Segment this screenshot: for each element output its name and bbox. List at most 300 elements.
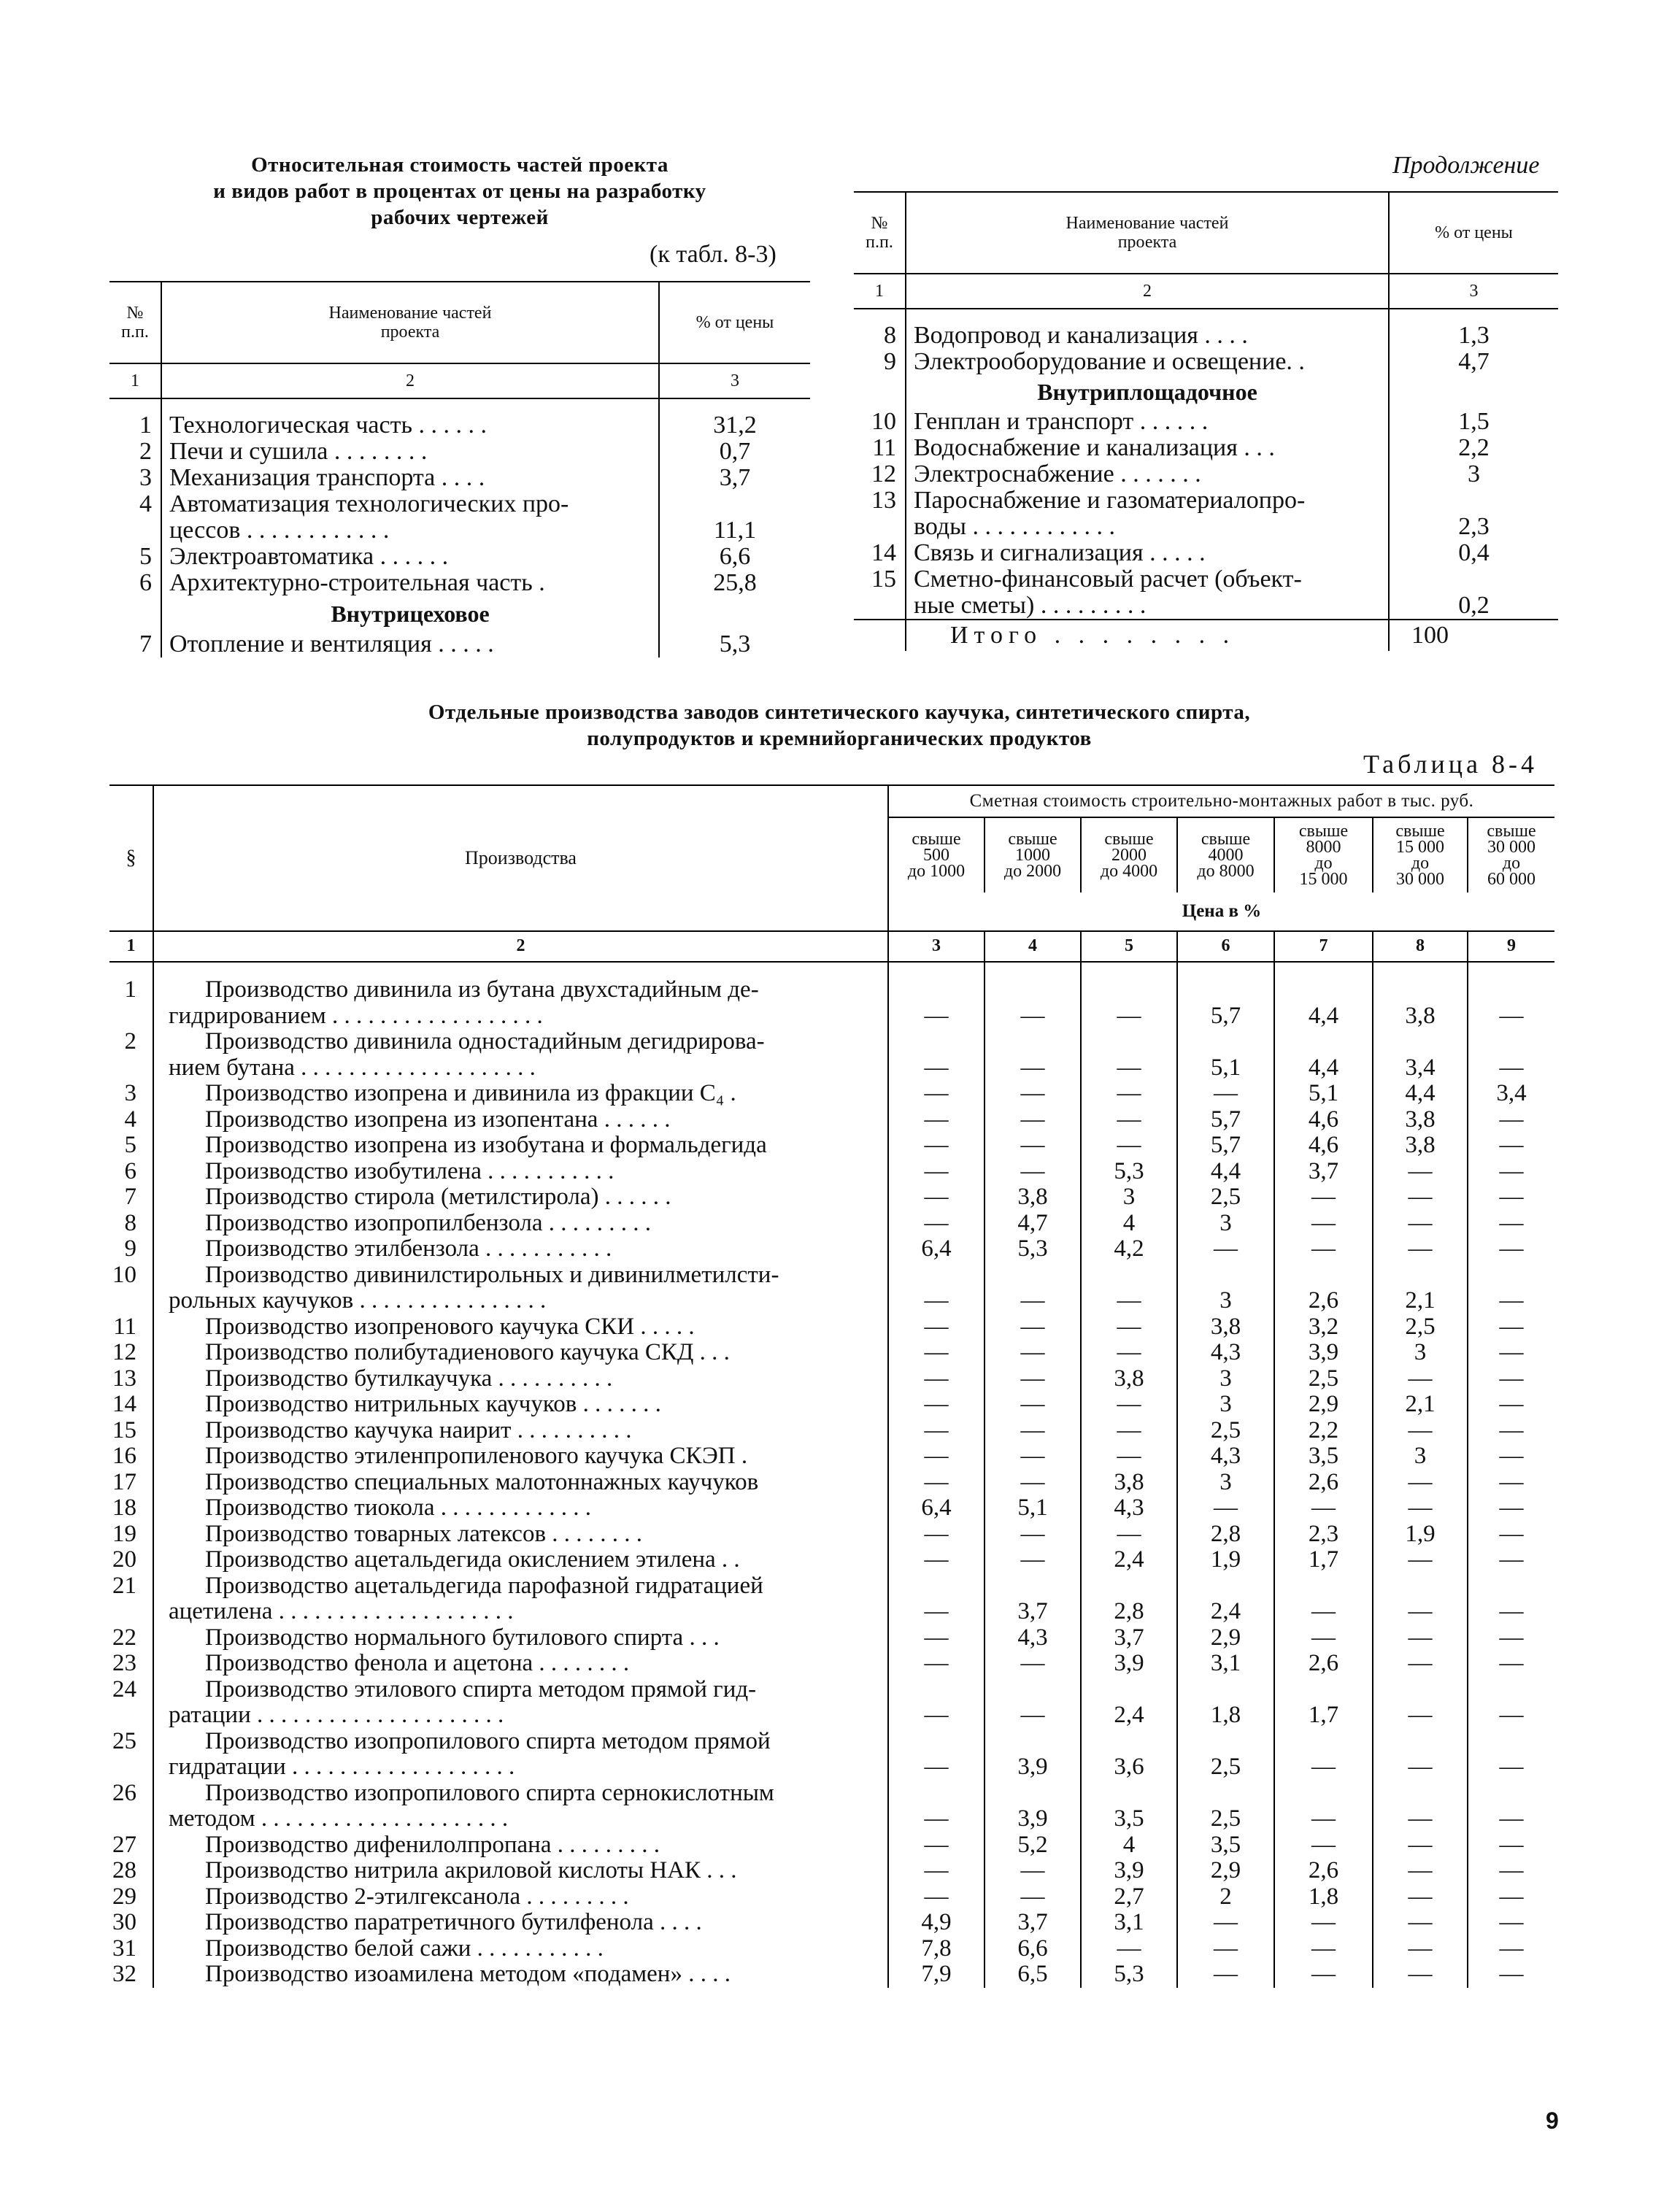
production-name-line: Производство ацетальдегида парофазной гидратацией — [205, 1573, 763, 1599]
price-cell: 3 — [1177, 1392, 1274, 1418]
price-cell: 2,9 — [1177, 1625, 1274, 1651]
production-number: 20 — [109, 1547, 153, 1573]
price-cell: 5,3 — [1081, 1159, 1177, 1185]
production-number: 2 — [109, 1029, 153, 1081]
production-name-line: Производство дифенилолпропана . . . . . . . . . — [205, 1832, 660, 1858]
price-cell: — — [1081, 1133, 1177, 1159]
price-cell: 6,4 — [888, 1236, 985, 1262]
colnum-1: 1 — [109, 931, 153, 962]
price-cell: 4,3 — [1177, 1443, 1274, 1470]
left-table-row-value: 31,2 — [713, 412, 757, 439]
price-cell: — — [888, 1262, 985, 1314]
price-cell: — — [1499, 1235, 1524, 1262]
price-cell: — — [1373, 1495, 1468, 1522]
right-table-row-value — [1389, 487, 1558, 514]
colnum-5: 5 — [1081, 931, 1177, 962]
price-cell: — — [1081, 1081, 1177, 1107]
price-cell: — — [1499, 1209, 1524, 1236]
main-title-line-2: полупродуктов и кремнийорганических продуктов — [587, 727, 1092, 750]
price-cell: — — [1499, 1157, 1524, 1184]
production-name — [153, 1573, 888, 1625]
production-row — [109, 1495, 1554, 1522]
price-cell: — — [888, 1625, 985, 1651]
production-name-line: Производство нитрильных каучуков . . . . . . . — [205, 1392, 661, 1417]
price-cell: — — [1373, 1858, 1468, 1884]
production-number: 19 — [109, 1522, 153, 1548]
th-range-7 — [1468, 817, 1554, 892]
production-name-line: Производство изопропилового спирта сернокислотным — [205, 1780, 774, 1806]
price-cell: — — [1373, 1651, 1468, 1677]
left-table-row-name: Архитектурно-строительная часть . — [161, 570, 659, 596]
production-row — [109, 1211, 1554, 1237]
price-cell: 4,2 — [1081, 1236, 1177, 1262]
price-cell: 3,7 — [1274, 1159, 1373, 1185]
main-table-label: Таблица 8-4 — [1363, 749, 1538, 779]
production-row — [109, 1133, 1554, 1159]
production-name — [153, 1392, 888, 1418]
right-table-row-name: Электрооборудование и освещение. . — [906, 349, 1389, 375]
production-name-line: Производство товарных латексов . . . . . . . . — [205, 1521, 643, 1547]
production-row — [109, 1236, 1554, 1262]
price-cell: — — [1177, 1081, 1274, 1107]
price-cell: — — [1373, 1366, 1468, 1392]
right-table-row-value: 0,4 — [1458, 539, 1490, 566]
production-number: 21 — [109, 1573, 153, 1625]
left-table-row-number: 4 — [109, 491, 161, 517]
th-range-line: 15 000 — [1396, 838, 1444, 857]
price-cell: 3,8 — [1081, 1470, 1177, 1496]
price-cell: 3 — [1177, 1366, 1274, 1392]
colnum-6: 6 — [1177, 931, 1274, 962]
price-cell: — — [985, 1418, 1081, 1444]
price-cell: — — [888, 1029, 985, 1081]
production-name — [153, 1081, 888, 1107]
production-number: 27 — [109, 1832, 153, 1859]
price-cell: — — [1373, 1781, 1468, 1832]
right-table-row-value: 2,2 — [1458, 434, 1490, 461]
left-table-row — [109, 439, 810, 465]
production-name — [153, 1677, 888, 1729]
price-cell: — — [985, 977, 1081, 1029]
price-cell: — — [985, 1677, 1081, 1729]
production-number: 23 — [109, 1651, 153, 1677]
th-range-line: 500 — [923, 846, 949, 865]
price-cell: — — [888, 1573, 985, 1625]
price-cell: — — [985, 1029, 1081, 1081]
price-cell: 3 — [1177, 1211, 1274, 1237]
price-cell: — — [1499, 1468, 1524, 1495]
price-cell: — — [888, 1081, 985, 1107]
price-cell: — — [888, 1651, 985, 1677]
production-row — [109, 1081, 1554, 1107]
production-name — [153, 1962, 888, 1988]
th-range-line: свыше — [1298, 822, 1349, 841]
production-name — [153, 1936, 888, 1962]
price-cell: 3,1 — [1081, 1910, 1177, 1936]
colnum-3: 3 — [888, 931, 985, 962]
price-cell: — — [888, 1314, 985, 1341]
price-cell: — — [985, 1392, 1081, 1418]
production-row — [109, 1962, 1554, 1988]
page-number: 9 — [1546, 2108, 1559, 2134]
price-cell: — — [1177, 1495, 1274, 1522]
right-table-row-name: Связь и сигнализация . . . . . — [906, 540, 1389, 566]
price-cell: 2,1 — [1373, 1392, 1468, 1418]
price-cell: — — [1499, 1313, 1524, 1340]
price-cell: 2,2 — [1274, 1418, 1373, 1444]
price-cell: 1,8 — [1177, 1677, 1274, 1729]
th-range-line: свыше — [1395, 822, 1445, 841]
price-cell: 2,5 — [1177, 1418, 1274, 1444]
production-name-line: Производство специальных малотоннажных каучуков — [205, 1469, 759, 1495]
left-table-row-name: Технологическая часть . . . . . . — [161, 412, 659, 439]
production-name-line: Производство белой сажи . . . . . . . . . . . — [205, 1935, 604, 1962]
th-range-line: до — [1502, 854, 1521, 873]
price-cell: — — [1499, 1287, 1524, 1314]
production-name — [153, 1625, 888, 1651]
price-cell: — — [1177, 1936, 1274, 1962]
price-cell: 6,6 — [985, 1936, 1081, 1962]
price-cell: 3,4 — [1373, 1029, 1468, 1081]
production-name — [153, 1651, 888, 1677]
price-cell: — — [1373, 1832, 1468, 1859]
price-cell: — — [888, 1547, 985, 1573]
right-table-row — [854, 593, 1558, 620]
price-cell: — — [888, 1133, 985, 1159]
production-number: 7 — [109, 1184, 153, 1211]
price-cell: — — [1499, 1106, 1524, 1133]
price-cell: — — [1081, 1340, 1177, 1366]
production-number: 1 — [109, 977, 153, 1029]
price-cell: 2,5 — [1177, 1729, 1274, 1781]
production-row — [109, 1522, 1554, 1548]
th-range-line: 8000 — [1306, 838, 1341, 857]
production-number: 11 — [109, 1314, 153, 1341]
price-cell: — — [1081, 977, 1177, 1029]
price-cell: 4,4 — [1274, 1029, 1373, 1081]
production-name-line: гидрированием . . . . . . . . . . . . . . . . . . — [169, 1003, 543, 1029]
price-cell: 2 — [1177, 1884, 1274, 1910]
price-cell: — — [1177, 1962, 1274, 1988]
production-name-line: рольных каучуков . . . . . . . . . . . . . . . . — [169, 1288, 547, 1314]
right-table-row-name: Электроснабжение . . . . . . . — [906, 461, 1389, 487]
th-range-line: 15 000 — [1299, 870, 1348, 889]
price-cell: 2,6 — [1274, 1651, 1373, 1677]
main-table-title — [109, 699, 1569, 752]
right-table-row-value: 1,5 — [1458, 408, 1490, 435]
production-name — [153, 1314, 888, 1341]
price-cell: 2,9 — [1274, 1392, 1373, 1418]
production-name-line: Производство этилового спирта методом прямой гид- — [205, 1676, 757, 1703]
left-table-row-value: 25,8 — [713, 569, 757, 596]
th-range-1 — [888, 817, 985, 892]
price-cell: — — [1499, 1961, 1524, 1987]
th-range-line: до 2000 — [1003, 862, 1062, 881]
price-cell: 3,5 — [1081, 1781, 1177, 1832]
production-name — [153, 1366, 888, 1392]
production-name-line: Производство полибутадиенового каучука СКД . . . — [205, 1340, 730, 1365]
production-number: 4 — [109, 1107, 153, 1133]
production-row — [109, 1107, 1554, 1133]
price-cell: — — [888, 1677, 985, 1729]
price-cell: — — [985, 1133, 1081, 1159]
price-cell: — — [1499, 1754, 1524, 1780]
right-table-row — [854, 540, 1558, 566]
left-table-row-number: 6 — [109, 570, 161, 596]
colnum-7: 7 — [1274, 931, 1373, 962]
price-cell: 2,7 — [1081, 1884, 1177, 1910]
left-table-row — [109, 631, 810, 658]
production-name-line: Производство 2-этилгексанола . . . . . . . . . — [205, 1883, 629, 1910]
price-cell: 4,6 — [1274, 1107, 1373, 1133]
left-table-row-number: 3 — [109, 465, 161, 491]
price-cell: — — [1499, 1650, 1524, 1676]
right-table-row-name: ные сметы) . . . . . . . . . — [906, 593, 1389, 620]
left-table-row-value: 11,1 — [713, 517, 757, 544]
price-cell: 5,1 — [1274, 1081, 1373, 1107]
left-table-title — [95, 152, 825, 231]
right-table-row-value: 4,7 — [1458, 348, 1490, 375]
production-row — [109, 1573, 1554, 1625]
price-cell: 7,9 — [888, 1962, 985, 1988]
price-cell: — — [1499, 1184, 1524, 1210]
price-cell: 2,8 — [1177, 1522, 1274, 1548]
price-cell: — — [1177, 1910, 1274, 1936]
price-cell: 3,9 — [1274, 1340, 1373, 1366]
left-table-ref: (к табл. 8-3) — [650, 241, 777, 268]
price-cell: 3,7 — [985, 1910, 1081, 1936]
colnum-9: 9 — [1507, 936, 1516, 956]
price-cell: 3 — [1373, 1443, 1468, 1470]
price-cell: — — [985, 1262, 1081, 1314]
right-table-row — [854, 487, 1558, 514]
production-name-line: Производство изопрена и дивинила из фракции С₄ . — [205, 1081, 736, 1106]
production-number: 32 — [109, 1962, 153, 1988]
price-cell: 3,9 — [985, 1781, 1081, 1832]
price-cell: — — [888, 1340, 985, 1366]
production-name — [153, 977, 888, 1029]
th-range-4 — [1177, 817, 1274, 892]
price-cell: 5,3 — [985, 1236, 1081, 1262]
price-cell: 2,5 — [1177, 1184, 1274, 1211]
continuation-label: Продолжение — [1392, 152, 1540, 179]
left-table-row-value: 3,7 — [719, 464, 751, 491]
production-row — [109, 1159, 1554, 1185]
price-cell: 3,8 — [1177, 1314, 1274, 1341]
right-table-row-name: воды . . . . . . . . . . . . — [906, 514, 1389, 540]
right-table-row-number: 13 — [854, 487, 906, 514]
production-name — [153, 1443, 888, 1470]
price-cell: — — [888, 1470, 985, 1496]
left-table-row-value: 0,7 — [719, 438, 751, 465]
price-cell: 3,8 — [1373, 1107, 1468, 1133]
production-name — [153, 1340, 888, 1366]
th-price: Цена в % — [888, 892, 1554, 931]
price-cell: — — [1274, 1781, 1373, 1832]
price-cell: — — [1499, 1624, 1524, 1651]
price-cell: — — [1081, 1262, 1177, 1314]
production-name-line: ратации . . . . . . . . . . . . . . . . . . . . . — [169, 1703, 504, 1728]
right-table-row-value: 0,2 — [1458, 592, 1490, 619]
production-name-line: Производство дивинила из бутана двухстадийным де- — [205, 977, 759, 1003]
production-row — [109, 1418, 1554, 1444]
production-name-line: Производство тиокола . . . . . . . . . . . . . — [205, 1495, 592, 1521]
price-cell: — — [1373, 1159, 1468, 1185]
left-table-row-number: 7 — [109, 631, 161, 658]
price-cell: 2,4 — [1177, 1573, 1274, 1625]
price-cell: — — [1081, 1936, 1177, 1962]
price-cell: 3,7 — [1081, 1625, 1177, 1651]
left-title-line-2: и видов работ в процентах от цены на разработку — [213, 180, 706, 203]
production-name-line: Производство стирола (метилстирола) . . . . . . — [205, 1184, 671, 1210]
price-cell: — — [1499, 1598, 1524, 1624]
price-cell: — — [1373, 1962, 1468, 1988]
th-range-5 — [1274, 817, 1373, 892]
production-name-line: Производство изопрена из изобутана и формальдегида — [205, 1133, 767, 1158]
price-cell: 4,3 — [1177, 1340, 1274, 1366]
price-cell: 2,4 — [1081, 1547, 1177, 1573]
left-title-line-3: рабочих чертежей — [371, 206, 549, 229]
price-cell: — — [1499, 1495, 1524, 1521]
price-cell: — — [1373, 1677, 1468, 1729]
production-name-line: Производство изопренового каучука СКИ . . . . . — [205, 1314, 695, 1340]
th-range-line: 2000 — [1111, 846, 1147, 865]
price-cell: — — [1499, 1443, 1524, 1469]
right-table-row — [854, 514, 1558, 540]
price-cell: — — [1081, 1443, 1177, 1470]
production-name — [153, 1858, 888, 1884]
price-cell: 4,3 — [985, 1625, 1081, 1651]
production-number: 9 — [109, 1236, 153, 1262]
production-name-line: Производство бутилкаучука . . . . . . . . . . — [205, 1365, 613, 1392]
right-table-row-name: Водоснабжение и канализация . . . — [906, 435, 1389, 461]
price-cell: 4 — [1081, 1211, 1177, 1237]
price-cell: — — [1499, 1883, 1524, 1910]
production-name-line: Производство нормального бутилового спирта . . . — [205, 1624, 720, 1651]
production-name — [153, 1133, 888, 1159]
price-cell: 7,8 — [888, 1936, 985, 1962]
production-name-line: нием бутана . . . . . . . . . . . . . . . . . . . . — [169, 1054, 536, 1081]
right-table-row-name: Генплан и транспорт . . . . . . — [906, 409, 1389, 435]
right-table-row — [854, 566, 1558, 593]
price-cell: — — [888, 1392, 985, 1418]
right-table-row — [854, 461, 1558, 487]
production-number: 3 — [109, 1081, 153, 1107]
production-name — [153, 1236, 888, 1262]
price-cell: 1,9 — [1373, 1522, 1468, 1548]
price-cell: — — [1274, 1625, 1373, 1651]
production-row — [109, 1936, 1554, 1962]
production-row — [109, 1677, 1554, 1729]
price-cell: 2,6 — [1274, 1262, 1373, 1314]
price-cell: 3 — [1177, 1470, 1274, 1496]
price-cell: — — [888, 1366, 985, 1392]
production-name — [153, 1495, 888, 1522]
left-table-row-name: Отопление и вентиляция . . . . . — [161, 631, 659, 658]
right-table-row — [854, 409, 1558, 435]
left-table-row-value: 6,6 — [719, 543, 751, 570]
price-cell: 2,5 — [1274, 1366, 1373, 1392]
price-cell: — — [1081, 1107, 1177, 1133]
production-name — [153, 1184, 888, 1211]
production-row — [109, 1184, 1554, 1211]
total-value: 100 — [1411, 622, 1449, 649]
right-table — [854, 191, 1558, 651]
production-number: 5 — [109, 1133, 153, 1159]
left-table-row-number — [109, 517, 161, 544]
price-cell: — — [1274, 1936, 1373, 1962]
right-table-row — [854, 323, 1558, 349]
price-cell: — — [1373, 1729, 1468, 1781]
price-cell: — — [1373, 1547, 1468, 1573]
production-row — [109, 1729, 1554, 1781]
price-cell: — — [1499, 1935, 1524, 1962]
price-cell: — — [1499, 1546, 1524, 1573]
production-name-line: Производство этилбензола . . . . . . . . . . . — [205, 1236, 612, 1262]
right-table-row-number: 9 — [854, 349, 906, 375]
price-cell: — — [1274, 1832, 1373, 1859]
production-row — [109, 1858, 1554, 1884]
price-cell: 3,1 — [1177, 1651, 1274, 1677]
left-th-pct: % от цены — [695, 313, 774, 332]
production-row — [109, 1262, 1554, 1314]
price-cell: — — [1373, 1573, 1468, 1625]
right-table-row — [854, 435, 1558, 461]
price-cell: 3,8 — [1081, 1366, 1177, 1392]
price-cell: 1,9 — [1177, 1547, 1274, 1573]
price-cell: — — [985, 1107, 1081, 1133]
production-number: 17 — [109, 1470, 153, 1496]
production-name — [153, 1262, 888, 1314]
price-cell: — — [985, 1366, 1081, 1392]
price-cell: 5,7 — [1177, 1133, 1274, 1159]
right-table-row-value: 2,3 — [1458, 513, 1490, 540]
th-range-2 — [985, 817, 1081, 892]
price-cell: 2,1 — [1373, 1262, 1468, 1314]
price-cell: — — [985, 1858, 1081, 1884]
right-section-heading: Внутриплощадочное — [906, 375, 1389, 409]
production-number: 26 — [109, 1781, 153, 1832]
price-cell: 3,9 — [985, 1729, 1081, 1781]
production-name — [153, 1910, 888, 1936]
price-cell: — — [1373, 1418, 1468, 1444]
price-cell: — — [985, 1522, 1081, 1548]
production-name-line: Производство дивинила одностадийным дегидрирова- — [205, 1029, 765, 1054]
left-table-row-value: 5,3 — [719, 631, 751, 658]
price-cell: — — [1274, 1211, 1373, 1237]
price-cell: 4,6 — [1274, 1133, 1373, 1159]
price-cell: 4,7 — [985, 1211, 1081, 1237]
production-row — [109, 1625, 1554, 1651]
price-cell: — — [1373, 1625, 1468, 1651]
price-cell: — — [1373, 1211, 1468, 1237]
right-th-pct: % от цены — [1435, 223, 1513, 242]
price-cell: — — [1081, 1522, 1177, 1548]
production-number: 13 — [109, 1366, 153, 1392]
price-cell: 4 — [1081, 1832, 1177, 1859]
th-range-line: свыше — [1008, 830, 1057, 849]
production-row — [109, 1470, 1554, 1496]
th-range-line: до 4000 — [1100, 862, 1158, 881]
production-name-line: Производство изопрена из изопентана . . . . . . — [205, 1106, 671, 1133]
production-name — [153, 1729, 888, 1781]
production-name-line: Производство изоамилена методом «подамен» . . . . — [205, 1962, 731, 1987]
production-row — [109, 977, 1554, 1029]
price-cell: — — [1373, 1910, 1468, 1936]
price-cell: — — [1499, 1365, 1524, 1392]
right-colnum-1: 1 — [854, 274, 906, 309]
price-cell: — — [1274, 1910, 1373, 1936]
